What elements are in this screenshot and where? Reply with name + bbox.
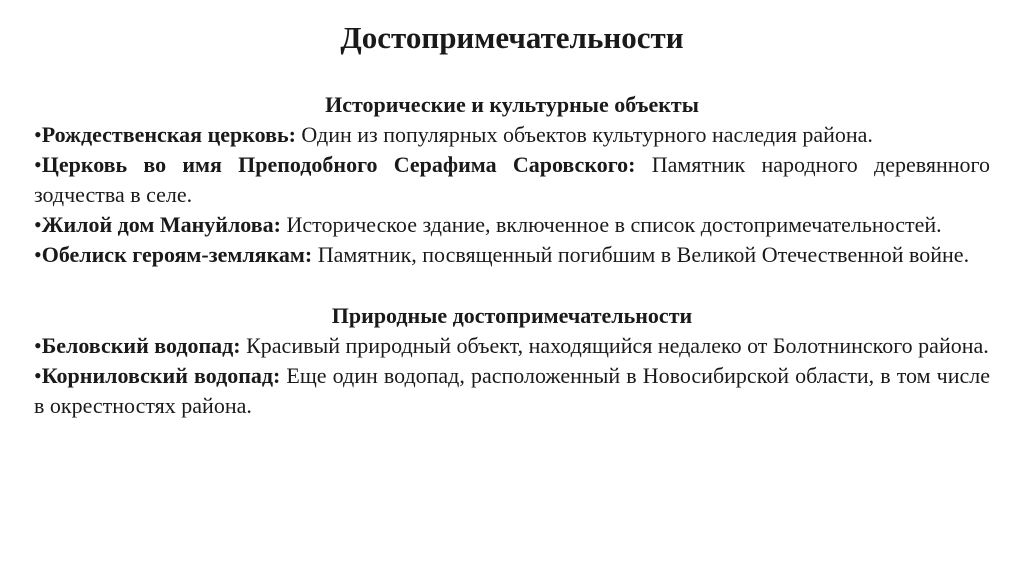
bullet: • <box>34 122 42 147</box>
bullet: • <box>34 152 42 177</box>
list-item <box>34 210 990 240</box>
item-term: Корниловский водопад: <box>41 363 281 388</box>
list-item <box>34 120 990 150</box>
item-term: Церковь во имя Преподобного Серафима Саровского: <box>41 152 636 177</box>
slide-title: Достопримечательности <box>340 20 684 55</box>
item-term: Жилой дом Мануйлова: <box>41 212 281 237</box>
item-term: Беловский водопад: <box>41 333 241 358</box>
section-natural <box>34 301 990 421</box>
section-heading: Исторические и культурные объекты <box>325 92 699 117</box>
list-item <box>34 361 990 421</box>
item-description: Красивый природный объект, находящийся недалеко от Болотнинского района. <box>246 333 989 358</box>
item-description: Памятник, посвященный погибшим в Великой Отечественной войне. <box>317 242 970 267</box>
item-description: Один из популярных объектов культурного наследия района. <box>301 122 873 147</box>
list-item <box>34 150 990 210</box>
bullet: • <box>34 242 42 267</box>
attractions-list <box>34 120 990 270</box>
item-term: Обелиск героям-землякам: <box>41 242 313 267</box>
item-description: Историческое здание, включенное в список достопримечательностей. <box>286 212 942 237</box>
bullet: • <box>34 363 42 388</box>
item-description: Еще один водопад, расположенный в Новосибирской области, в том числе в окрестностях района. <box>34 363 990 418</box>
list-item <box>34 331 990 361</box>
bullet: • <box>34 212 42 237</box>
item-term: Рождественская церковь: <box>41 122 296 147</box>
attractions-list <box>34 331 990 421</box>
list-item <box>34 240 990 270</box>
section-heading: Природные достопримечательности <box>331 303 693 328</box>
section-historical-cultural <box>34 90 990 270</box>
bullet: • <box>34 333 42 358</box>
item-description: Памятник народного деревянного зодчества в селе. <box>34 152 990 207</box>
